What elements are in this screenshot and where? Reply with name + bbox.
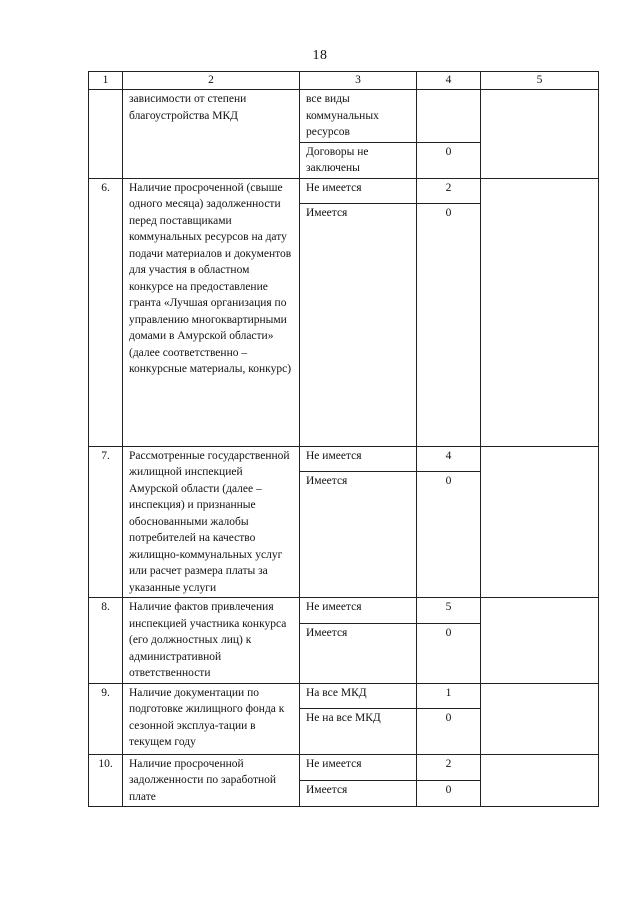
criterion-description: Наличие документации по подготовке жилищного фонда к сезонной эксплуа-тации в текущем году [123,683,300,754]
option-score: 0 [417,203,481,446]
option-label: Имеется [300,471,417,597]
option-score: 5 [417,598,481,624]
table-row [89,754,599,780]
table-row [89,178,599,203]
table-row [89,90,599,143]
notes-cell [481,446,599,598]
row-number [89,90,123,179]
option-score: 0 [417,708,481,754]
option-label: Договоры не заключены [300,142,417,178]
header-cell: 3 [300,72,417,90]
option-label: Не имеется [300,446,417,471]
option-score [417,90,481,143]
option-label: На все МКД [300,683,417,708]
table-row [89,446,599,471]
table-row [89,598,599,624]
option-label: Не на все МКД [300,708,417,754]
row-number: 7. [89,446,123,598]
criterion-description: Наличие просроченной задолженности по заработной плате [123,754,300,807]
option-label: Не имеется [300,598,417,624]
header-cell: 5 [481,72,599,90]
option-score: 4 [417,446,481,471]
option-score: 1 [417,683,481,708]
option-score: 2 [417,178,481,203]
page-number: 18 [312,48,328,63]
criteria-table [88,71,599,807]
criterion-description: зависимости от степени благоустройства МКД [123,90,300,179]
notes-cell [481,754,599,807]
option-score: 2 [417,754,481,780]
notes-cell [481,90,599,179]
option-label: Имеется [300,780,417,806]
criterion-description: Рассмотренные государственной жилищной инспекцией Амурской области (далее – инспекция) и признанные обоснованными жалобы потребителей на качество жилищно-коммунальных услуг или расчет размера платы за указанные услуги [123,446,300,598]
notes-cell [481,683,599,754]
row-number: 8. [89,598,123,684]
table-row [89,683,599,708]
option-label: все виды коммунальных ресурсов [300,90,417,143]
option-score: 0 [417,471,481,597]
criterion-description: Наличие фактов привлечения инспекцией участника конкурса (его должностных лиц) к административной ответственности [123,598,300,684]
criterion-description: Наличие просроченной (свыше одного месяца) задолженности перед поставщиками коммунальных ресурсов на дату подачи материалов и документов для участия в областном конкурсе на предоставление гранта «Лучшая организация по управлению многоквартирными домами в Амурской области» (далее соответственно – конкурсные материалы, конкурс) [123,178,300,446]
header-row [89,72,599,90]
header-cell: 1 [89,72,123,90]
header-cell: 2 [123,72,300,90]
row-number: 9. [89,683,123,754]
notes-cell [481,178,599,446]
header-cell: 4 [417,72,481,90]
option-label: Имеется [300,203,417,446]
option-label: Имеется [300,624,417,683]
option-score: 0 [417,142,481,178]
row-number: 6. [89,178,123,446]
option-score: 0 [417,624,481,683]
row-number: 10. [89,754,123,807]
option-label: Не имеется [300,178,417,203]
notes-cell [481,598,599,684]
option-score: 0 [417,780,481,806]
option-label: Не имеется [300,754,417,780]
